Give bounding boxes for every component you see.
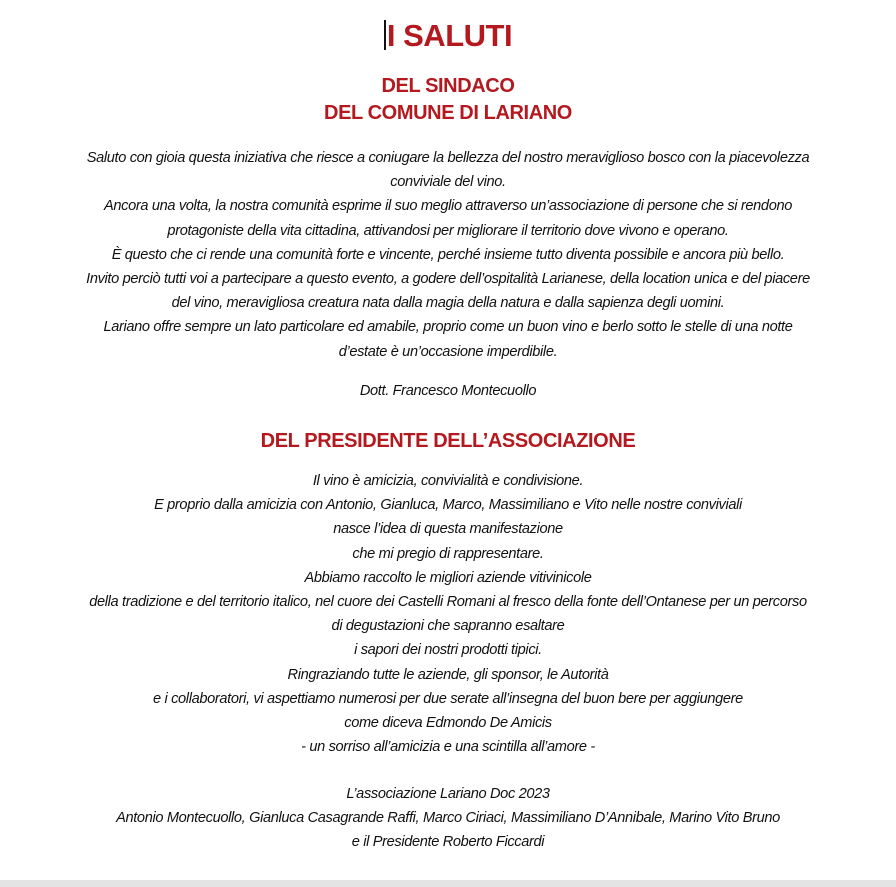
- mayor-message-line: È questo che ci rende una comunità forte e vincente, perché insieme tutto diventa possibile e ancora più bello.: [111, 246, 785, 263]
- president-message-line: Abbiamo raccolto le migliori aziende vitivinicole: [304, 569, 592, 586]
- mayor-message-line: Invito perciò tutti voi a partecipare a questo evento, a godere dell’ospitalità Larianese, della location unica e del piacere: [86, 271, 810, 288]
- document-title: [0, 16, 896, 56]
- mayor-signature-text: Dott. Francesco Montecuollo: [359, 383, 537, 399]
- association-signature-line: L’associazione Lariano Doc 2023: [346, 786, 550, 802]
- mayor-message-line: Saluto con gioia questa iniziativa che riesce a coniugare la bellezza del nostro meraviglioso bosco con la piacevolezza: [86, 150, 810, 166]
- president-message: [0, 469, 896, 759]
- mayor-heading: [0, 73, 896, 127]
- mayor-message-line: del vino, meravigliosa creatura nata dalla magia della natura e dalla sapienza degli uomini.: [171, 295, 725, 312]
- mayor-message-line: Ancora una volta, la nostra comunità esprime il suo meglio attraverso un’associazione di persone che si rendono: [104, 198, 792, 215]
- president-message-line: nasce l’idea di questa manifestazione: [333, 521, 563, 538]
- president-message-line: che mi pregio di rappresentare.: [352, 545, 544, 562]
- president-message-line: Ringraziando tutte le aziende, gli sponsor, le Autorità: [287, 666, 609, 683]
- president-message-line: come diceva Edmondo De Amicis: [344, 715, 552, 732]
- president-message-line: E proprio dalla amicizia con Antonio, Gianluca, Marco, Massimiliano e Vito nelle nostre conviviali: [154, 497, 742, 514]
- mayor-heading-line-2: DEL COMUNE DI LARIANO: [324, 102, 572, 124]
- mayor-heading-line-1: DEL SINDACO: [381, 75, 515, 97]
- association-signature: [0, 782, 896, 855]
- association-signature-line: Antonio Montecuollo, Gianluca Casagrande Raffi, Marco Ciriaci, Massimiliano D’Annibale, Marino Vito Bruno: [116, 810, 780, 827]
- text-cursor: [384, 20, 386, 50]
- president-message-line: Il vino è amicizia, convivialità e condivisione.: [312, 473, 584, 489]
- president-message-line: della tradizione e del territorio italico, nel cuore dei Castelli Romani al fresco della fonte dell’Ontanese per un percorso: [89, 594, 807, 611]
- president-heading: DEL PRESIDENTE DELL’ASSOCIAZIONE: [260, 430, 636, 452]
- association-signature-line: e il Presidente Roberto Ficcardi: [351, 834, 545, 851]
- president-message-line: i sapori dei nostri prodotti tipici.: [354, 642, 542, 659]
- mayor-message-line: protagoniste della vita cittadina, attivandosi per migliorare il territorio dove vivono e operano.: [167, 222, 729, 239]
- president-message-line: di degustazioni che sapranno esaltare: [331, 618, 565, 635]
- document-title-text: I SALUTI: [386, 18, 513, 53]
- president-message-line: - un sorriso all’amicizia e una scintilla all’amore -: [301, 739, 595, 756]
- president-message-line: e i collaboratori, vi aspettiamo numerosi per due serate all’insegna del buon bere per aggiungere: [153, 690, 743, 707]
- mayor-message-line: conviviale del vino.: [390, 174, 506, 191]
- mayor-message-line: Lariano offre sempre un lato particolare ed amabile, proprio come un buon vino e berlo sotto le stelle di una notte: [103, 319, 793, 336]
- page-bottom-divider: [0, 880, 896, 887]
- mayor-message: [0, 146, 896, 364]
- mayor-message-line: d’estate è un’occasione imperdibile.: [338, 343, 558, 360]
- mayor-signature: [0, 379, 896, 403]
